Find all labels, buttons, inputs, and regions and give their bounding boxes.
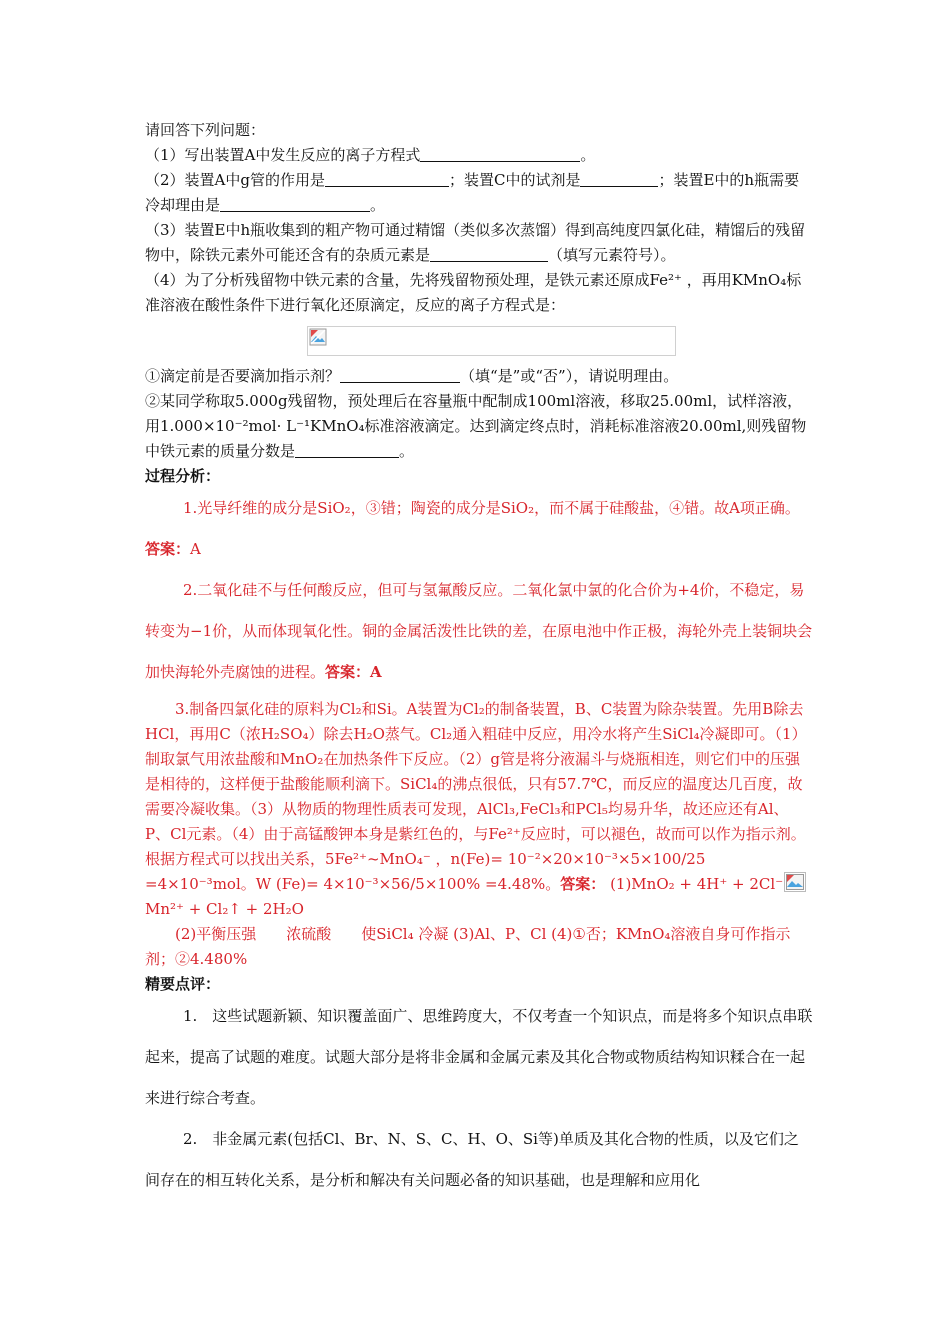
review-2: 2. 非金属元素(包括Cl、Br、N、S、C、H、O、Si等)单质及其化合物的性质，以及它们之间存在的相互转化关系，是分析和解决有关问题必备的知识基础，也是理解和应用化: [145, 1130, 799, 1189]
analysis-heading: 过程分析：: [145, 467, 221, 485]
answer-blank: [325, 170, 449, 187]
analysis-2: 2.二氧化硅不与任何酸反应，但可与氢氟酸反应。二氧化氯中氯的化合价为+4价，不稳定，易转变为−1价，从而体现氧化性。铜的金属活泼性比铁的差，在原电池中作正极，海轮外壳上装铜块会加快海轮外壳腐蚀的进程。答案：A: [145, 581, 813, 681]
answer-blank: [220, 195, 370, 212]
analysis-1: 1.光导纤维的成分是SiO₂，③错；陶瓷的成分是SiO₂，而不属于硅酸盐，④错。故A项正确。答案：A: [145, 499, 800, 558]
document-page: [145, 118, 813, 1201]
question-2: （2）装置A中g管的作用是 ；装置C中的试剂是 ；装置E中的h瓶需要冷却理由是 。: [145, 171, 800, 214]
analysis-3: 3.制备四氯化硅的原料为Cl₂和Si。A装置为Cl₂的制备装置，B、C装置为除杂装置。先用B除去HCl，再用C（浓H₂SO₄）除去H₂O蒸气。Cl₂通入粗硅中反应，用冷水将产生SiCl₄冷凝即可。（1）制取氯气用浓盐酸和MnO₂在加热条件下反应。（2）g管是将分液漏斗与烧瓶相连，则它们中的压强是相待的，这样便于盐酸能顺利滴下。SiCl₄的沸点很低，只有57.7℃，而反应的温度达几百度，故需要冷凝收集。（3）从物质的物理性质表可发现，AlCl₃,FeCl₃和PCl₅均易升华，故还应还有Al、P、Cl元素。（4）由于高锰酸钾本身是紫红色的，与Fe²⁺反应时，可以褪色，故而可以作为指示剂。根据方程式可以找出关系，5Fe²⁺~MnO₄⁻ ，n(Fe)= 10⁻²×20×10⁻³×5×100/25 =4×10⁻³mol。W (Fe)= 4×10⁻³×56/5×100% =4.48%。答案： (1)MnO₂ + 4H⁺ + 2Cl⁻ Mn²⁺ + Cl₂↑ + 2H₂O: [145, 700, 807, 918]
review-heading: 精要点评：: [145, 975, 221, 993]
review-1: 1. 这些试题新颖、知识覆盖面广、思维跨度大，不仅考查一个知识点，而是将多个知识点串联起来，提高了试题的难度。试题大部分是将非金属和金属元素及其化合物或物质结构知识糅合在一起来进行综合考查。: [145, 1007, 813, 1107]
questions-intro: 请回答下列问题：: [145, 121, 266, 139]
answer-blank: [295, 441, 399, 458]
question-1: （1）写出装置A中发生反应的离子方程式 。: [145, 146, 596, 164]
question-3: （3）装置E中h瓶收集到的粗产物可通过精馏（类似多次蒸馏）得到高纯度四氯化硅，精馏后的残留物中，除铁元素外可能还含有的杂质元素是 （填写元素符号）。: [145, 221, 806, 264]
answer-blank: [420, 145, 580, 162]
answer-blank: [340, 366, 460, 383]
question-4: （4）为了分析残留物中铁元素的含量，先将残留物预处理，是铁元素还原成Fe²⁺ ，再用KMnO₄标准溶液在酸性条件下进行氧化还原滴定，反应的离子方程式是：: [145, 271, 802, 314]
broken-image-icon: [309, 328, 327, 346]
arrow-image-placeholder: [784, 872, 806, 892]
answer-blank: [430, 245, 548, 262]
question-4-1: ①滴定前是否要滴加指示剂？ （填“是”或“否”），请说明理由。: [145, 367, 679, 385]
broken-image-icon: [786, 874, 804, 890]
equation-image-placeholder: [307, 326, 676, 356]
answer-blank: [580, 170, 658, 187]
analysis-3-answers: (2)平衡压强 浓硫酸 使SiCl₄ 冷凝 (3)Al、P、Cl (4)①否；KMnO₄溶液自身可作指示剂；②4.480%: [145, 925, 791, 968]
question-4-2: ②某同学称取5.000g残留物，预处理后在容量瓶中配制成100ml溶液，移取25.00ml，试样溶液，用1.000×10⁻²mol· L⁻¹KMnO₄标准溶液滴定。达到滴定终点时，消耗标准溶液20.00ml,则残留物中铁元素的质量分数是 。: [145, 392, 807, 460]
